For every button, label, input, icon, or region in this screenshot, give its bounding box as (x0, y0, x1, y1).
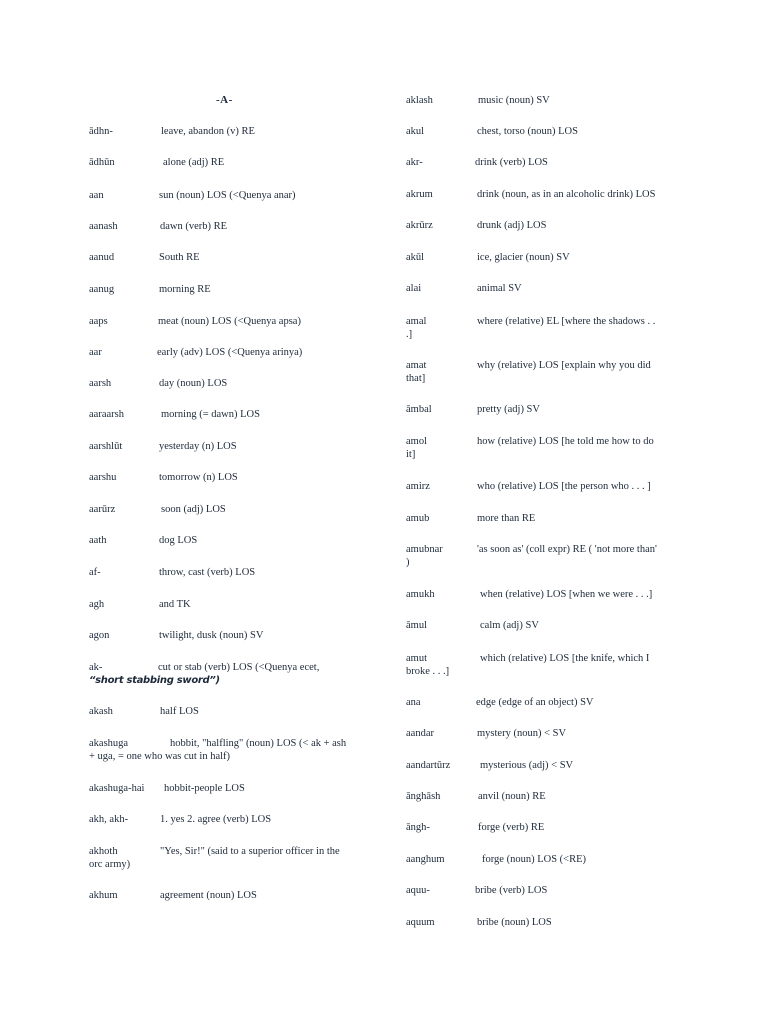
entry-definition-text: day (noun) LOS (159, 378, 228, 389)
entry-term: agon (89, 630, 110, 641)
entry-term: aklash (406, 95, 433, 106)
entry-term: aquu- (406, 885, 430, 896)
entry-definition (159, 377, 374, 390)
entry-continuation: orc army) (89, 859, 131, 870)
entry-term: amol (406, 436, 427, 447)
entry-definition (159, 283, 374, 296)
entry-continuation: ) (406, 557, 410, 568)
entry-definition (161, 503, 374, 516)
entry-term: aarūrz (89, 504, 116, 515)
entry-definition (159, 566, 374, 579)
entry-term: aan (89, 190, 104, 201)
entry-definition (159, 440, 374, 453)
entry-term: āngh- (406, 822, 430, 833)
entry-term: amukh (406, 589, 435, 600)
entry-term: amubnar (406, 544, 443, 555)
entry-term: akashuga-hai (89, 783, 145, 794)
entry-term: ādhūn (89, 157, 115, 168)
entry-definition-text: hobbit-people LOS (164, 783, 245, 794)
entry-term: akrūrz (406, 220, 433, 231)
entry-term: ana (406, 697, 421, 708)
entry-definition (159, 251, 374, 264)
entry-definition (478, 790, 696, 803)
entry-definition (477, 727, 696, 740)
entry-term: āmbal (406, 404, 432, 415)
section-heading: -A- (216, 94, 233, 106)
entry-definition-text: mysterious (adj) < SV (480, 760, 574, 771)
entry-definition (164, 782, 374, 795)
entry-definition-text: edge (edge of an object) SV (476, 697, 594, 708)
entry-definition-text: morning RE (159, 284, 211, 295)
entry-definition-text: where (relative) EL [where the shadows . . (477, 316, 656, 327)
entry-term: akashuga (89, 738, 129, 749)
entry-definition-text: throw, cast (verb) LOS (159, 567, 256, 578)
entry-definition (157, 346, 374, 359)
entry-definition (159, 629, 374, 642)
entry-term: ānghāsh (406, 791, 441, 802)
entry-definition-text: dawn (verb) RE (160, 221, 228, 232)
entry-definition-text: why (relative) LOS [explain why you did (477, 360, 651, 371)
entry-definition-text: drunk (adj) LOS (477, 220, 547, 231)
entry-term: amal (406, 316, 427, 327)
entry-definition (163, 156, 374, 169)
entry-term: aath (89, 535, 107, 546)
entry-definition-text: when (relative) LOS [when we were . . .] (480, 589, 653, 600)
entry-definition-text: agreement (noun) LOS (160, 890, 257, 901)
entry-definition-text: alone (adj) RE (163, 157, 225, 168)
entry-definition-text: who (relative) LOS [the person who . . . ] (477, 481, 651, 492)
entry-definition (480, 759, 696, 772)
entry-definition-text: early (adv) LOS (<Quenya arinya) (157, 347, 303, 358)
entry-definition-text: tomorrow (n) LOS (159, 472, 238, 483)
entry-term: aaps (89, 316, 108, 327)
entry-definition-text: drink (noun, as in an alcoholic drink) LOS (477, 189, 656, 200)
entry-term: akūl (406, 252, 425, 263)
entry-term: aanghum (406, 854, 445, 865)
entry-definition (160, 889, 374, 902)
entry-definition (475, 156, 696, 169)
entry-definition (477, 282, 696, 295)
entry-definition-text: yesterday (n) LOS (159, 441, 237, 452)
entry-definition-text: soon (adj) LOS (161, 504, 226, 515)
entry-definition (477, 403, 696, 416)
entry-definition-text: half LOS (160, 706, 199, 717)
entry-term: akrum (406, 189, 433, 200)
entry-definition (161, 125, 374, 138)
entry-definition-text: mystery (noun) < SV (477, 728, 567, 739)
entry-definition-text: 'as soon as' (coll expr) RE ( 'not more than' (477, 544, 657, 555)
entry-term: āmul (406, 620, 427, 631)
entry-definition (160, 705, 374, 718)
entry-continuation: “short stabbing sword”) (89, 675, 220, 686)
entry-term: aarsh (89, 378, 112, 389)
entry-definition (160, 220, 374, 233)
entry-term: agh (89, 599, 105, 610)
entry-definition-text: 1. yes 2. agree (verb) LOS (160, 814, 272, 825)
entry-definition-text: calm (adj) SV (480, 620, 539, 631)
entry-continuation: broke . . .] (406, 666, 450, 677)
entry-term: aanug (89, 284, 115, 295)
entry-definition (158, 661, 374, 674)
entry-definition (477, 916, 696, 929)
entry-definition (480, 652, 696, 665)
entry-definition-text: chest, torso (noun) LOS (477, 126, 578, 137)
entry-definition-text: drink (verb) LOS (475, 157, 548, 168)
entry-term: ādhn- (89, 126, 113, 137)
entry-definition (477, 435, 696, 448)
entry-term: ak- (89, 662, 103, 673)
entry-term: akul (406, 126, 425, 137)
entry-term: akh, akh- (89, 814, 129, 825)
entry-term: amut (406, 653, 427, 664)
entry-term: amat (406, 360, 427, 371)
entry-definition (477, 315, 696, 328)
entry-continuation: that] (406, 373, 426, 384)
entry-definition-text: pretty (adj) SV (477, 404, 540, 415)
entry-definition-text: forge (noun) LOS (<RE) (482, 854, 587, 865)
entry-term: alai (406, 283, 422, 294)
entry-term: aar (89, 347, 102, 358)
entry-definition (476, 696, 696, 709)
entry-definition (477, 251, 696, 264)
entry-definition-text: which (relative) LOS [the knife, which I (480, 653, 650, 664)
entry-definition (480, 588, 696, 601)
entry-term: aandar (406, 728, 434, 739)
entry-term: akhum (89, 890, 118, 901)
entry-definition-text: hobbit, "halfling" (noun) LOS (< ak + ash (170, 738, 347, 749)
entry-definition-text: dog LOS (159, 535, 198, 546)
entry-continuation: .] (406, 329, 413, 340)
entry-definition (477, 512, 696, 525)
entry-term: akhoth (89, 846, 118, 857)
entry-definition-text: twilight, dusk (noun) SV (159, 630, 264, 641)
entry-definition (477, 219, 696, 232)
entry-definition (160, 845, 374, 858)
entry-term: aquum (406, 917, 435, 928)
entry-definition-text: South RE (159, 252, 200, 263)
entry-definition (159, 471, 374, 484)
entry-term: aanud (89, 252, 115, 263)
entry-definition-text: forge (verb) RE (478, 822, 545, 833)
entry-term: af- (89, 567, 101, 578)
entry-definition (477, 543, 696, 556)
entry-definition (475, 884, 696, 897)
entry-definition (477, 125, 696, 138)
entry-definition (478, 94, 696, 107)
entry-definition (478, 821, 696, 834)
entry-term: amub (406, 513, 430, 524)
entry-continuation: it] (406, 449, 416, 460)
entry-definition-text: animal SV (477, 283, 522, 294)
entry-definition-text: leave, abandon (v) RE (161, 126, 255, 137)
entry-definition-text: bribe (verb) LOS (475, 885, 548, 896)
entry-definition-text: how (relative) LOS [he told me how to do (477, 436, 654, 447)
entry-definition (158, 315, 374, 328)
entry-definition-text: more than RE (477, 513, 536, 524)
entry-definition-text: music (noun) SV (478, 95, 550, 106)
entry-definition-text: bribe (noun) LOS (477, 917, 552, 928)
entry-definition-text: ice, glacier (noun) SV (477, 252, 570, 263)
entry-definition-text: meat (noun) LOS (<Quenya apsa) (158, 316, 301, 327)
entry-definition (159, 598, 374, 611)
entry-definition (161, 408, 374, 421)
entry-definition (160, 813, 374, 826)
entry-definition-text: "Yes, Sir!" (said to a superior officer in the (160, 846, 340, 857)
entry-continuation: + uga, = one who was cut in half) (89, 751, 231, 762)
entry-definition (480, 619, 696, 632)
entry-definition-text: sun (noun) LOS (<Quenya anar) (159, 190, 296, 201)
entry-definition (477, 359, 696, 372)
entry-term: aaraarsh (89, 409, 124, 420)
entry-definition-text: and TK (159, 599, 191, 610)
entry-term: amirz (406, 481, 430, 492)
entry-term: aarshlūt (89, 441, 123, 452)
entry-term: aanash (89, 221, 118, 232)
entry-definition (159, 189, 374, 202)
entry-definition (477, 480, 696, 493)
entry-term: akash (89, 706, 113, 717)
entry-term: aandartūrz (406, 760, 451, 771)
entry-definition-text: anvil (noun) RE (478, 791, 546, 802)
entry-definition (482, 853, 696, 866)
entry-definition (170, 737, 374, 750)
entry-definition (477, 188, 696, 201)
entry-definition (159, 534, 374, 547)
entry-definition-text: cut or stab (verb) LOS (<Quenya ecet, (158, 662, 320, 673)
entry-definition-text: morning (= dawn) LOS (161, 409, 260, 420)
entry-term: akr- (406, 157, 423, 168)
entry-term: aarshu (89, 472, 117, 483)
